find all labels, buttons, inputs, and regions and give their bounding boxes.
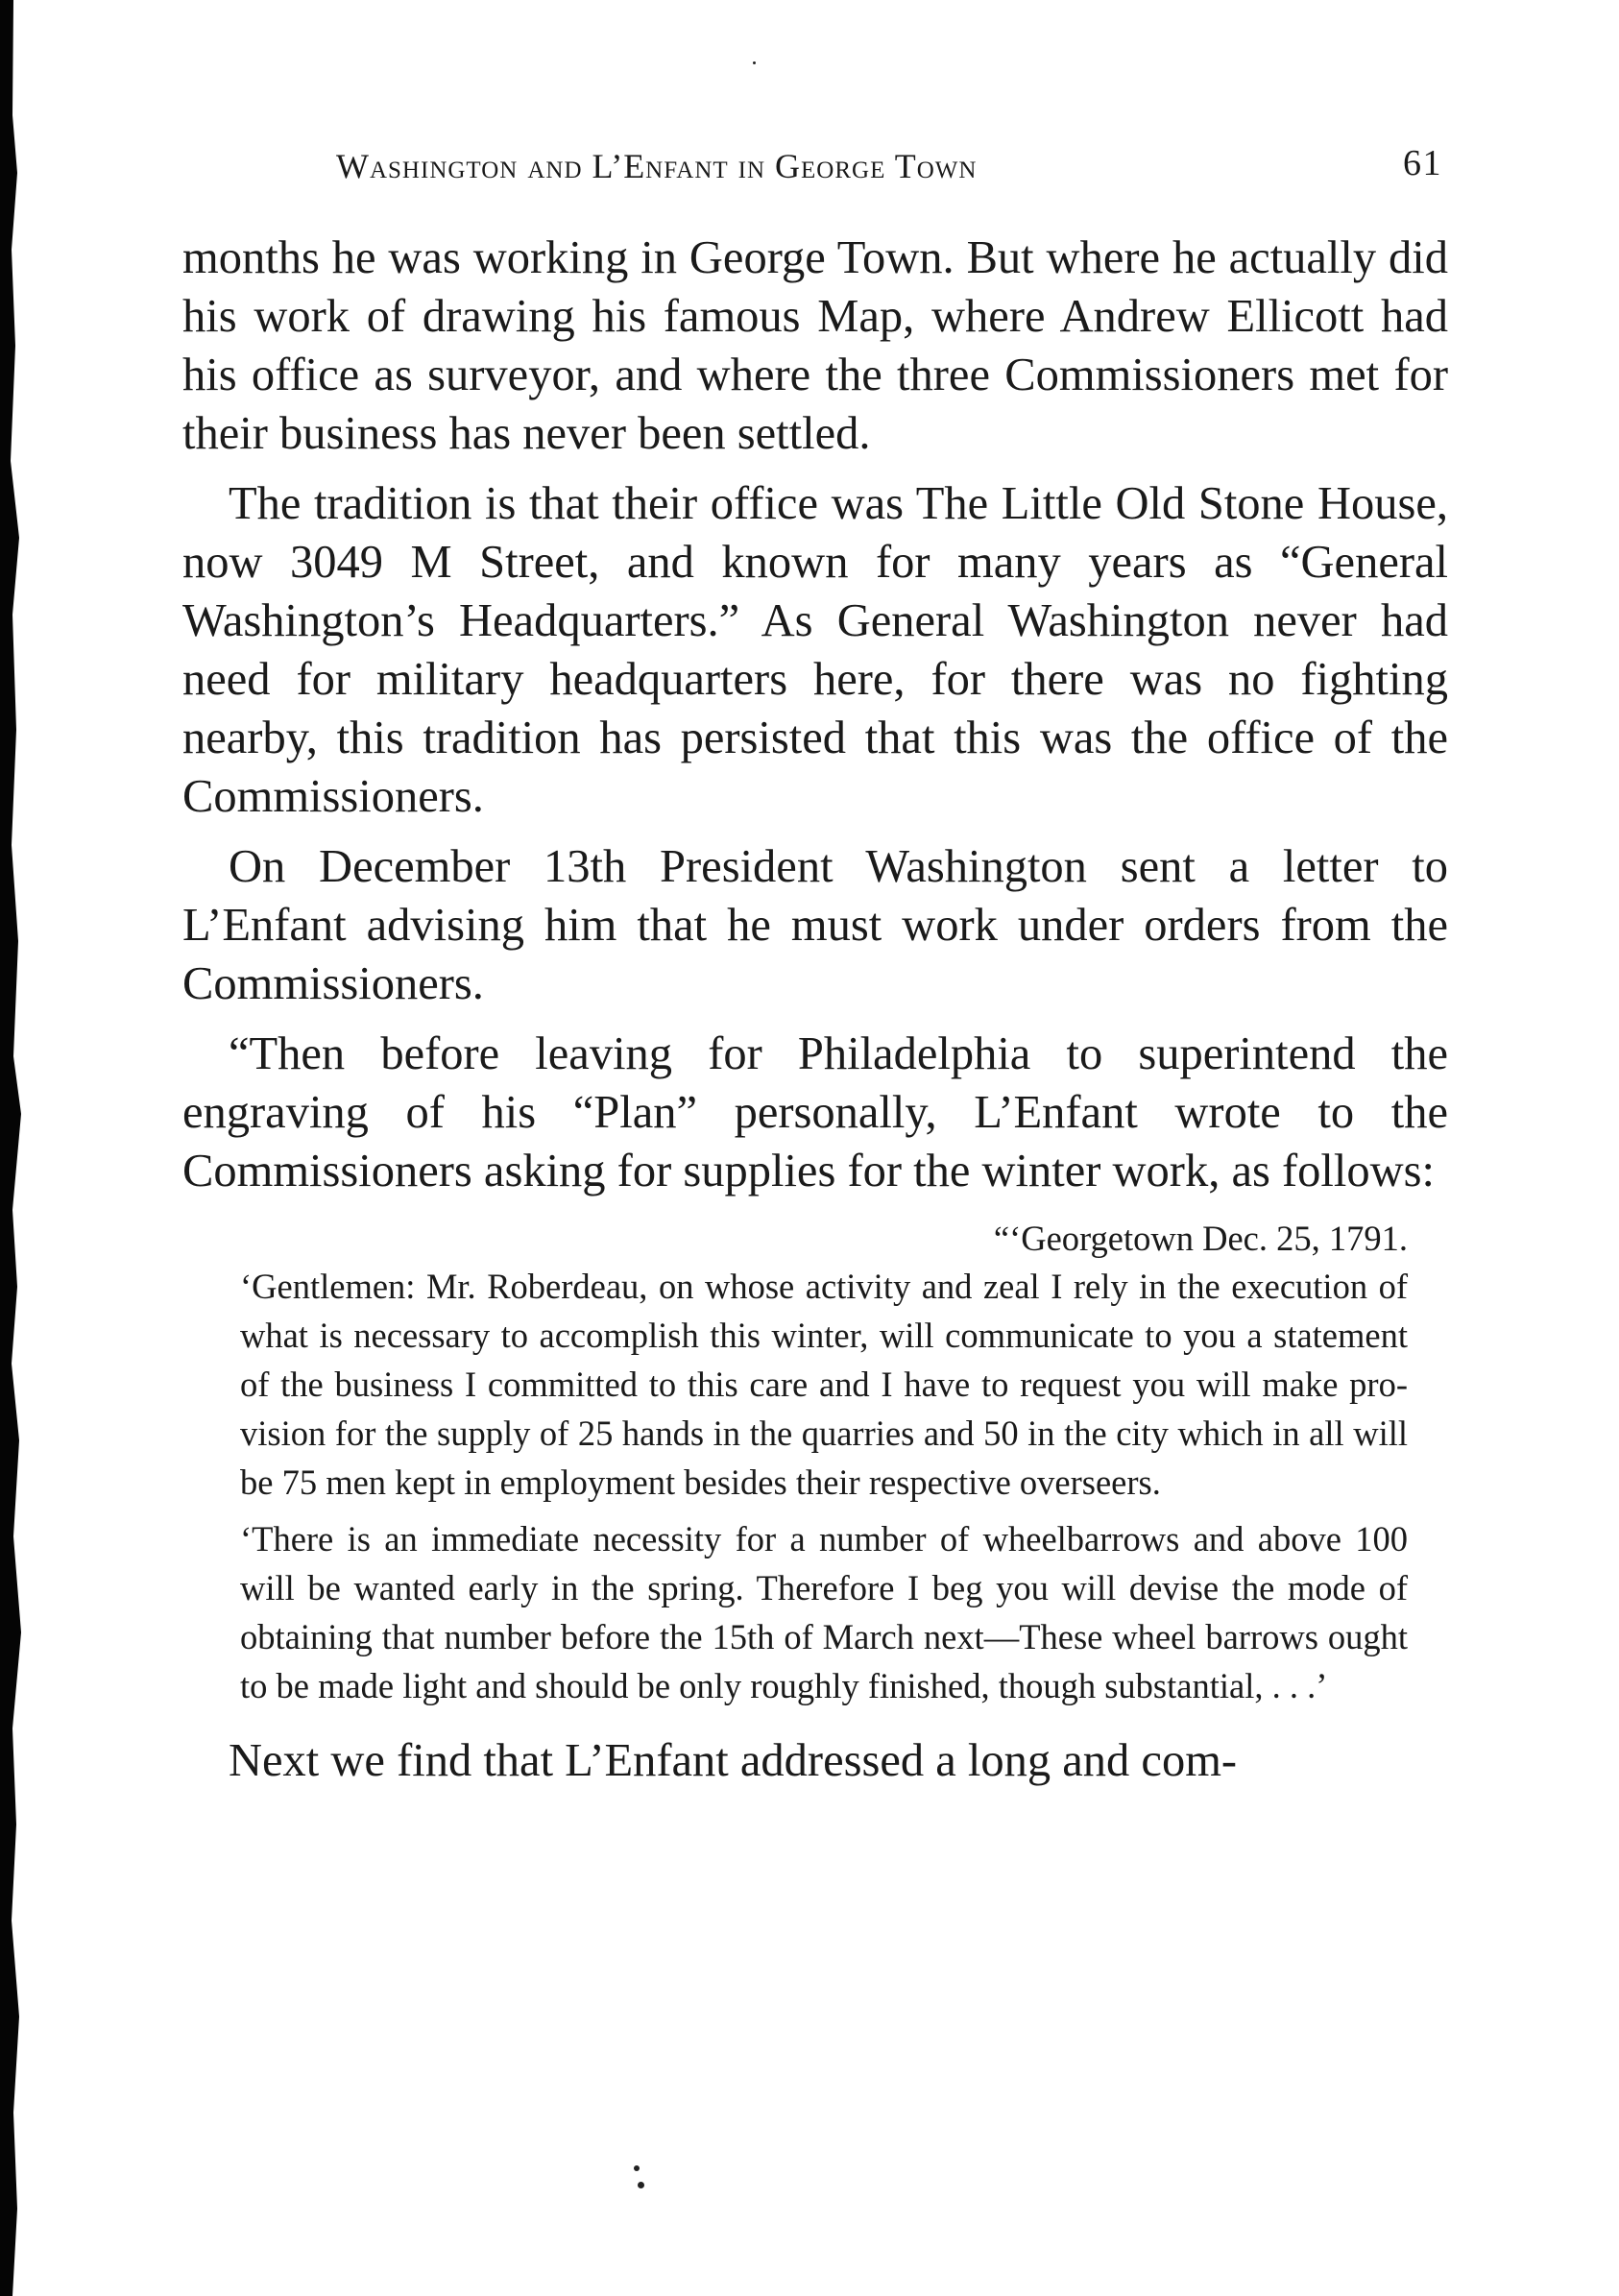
book-page bbox=[182, 134, 1448, 1801]
paragraph: The tradition is that their office was The Little Old Stone House, now 3049 M Street, and known for many years as “General Washington’s Headquarters.” As General Washington never had need for military headquarters here, for there was no fighting nearby, this tradition has persisted that this was the office of the Commissioners. bbox=[182, 478, 1448, 822]
letter-paragraph: ‘There is an immediate necessity for a number of wheelbarrows and above 100 will be wanted early in the spring. Therefore I beg you will devise the mode of obtaining that number before the 15th of March next—These wheel barrows ought to be made light and should be only roughly finished, though substantial, . . .’ bbox=[240, 1519, 1408, 1705]
page-number: 61 bbox=[1403, 143, 1442, 183]
letter-dateline: “‘Georgetown Dec. 25, 1791. bbox=[993, 1219, 1408, 1258]
paragraph: On December 13th President Washington sent a letter to L’Enfant advising him that he must work under orders from the Commissioners. bbox=[182, 841, 1448, 1009]
scan-binding-shadow bbox=[0, 0, 38, 2296]
paragraph: months he was working in George Town. But where he actually did his work of drawing his famous Map, where Andrew Ellicott had his office as surveyor, and where the three Commissioners met for their business has never been settled. bbox=[182, 232, 1448, 459]
letter-quotation bbox=[182, 1216, 1448, 1710]
body-text bbox=[182, 229, 1448, 1790]
scan-speck bbox=[753, 61, 756, 64]
paragraph: “Then before leaving for Philadelphia to superintend the engraving of his “Plan” personally, L’Enfant wrote to the Commissioners asking for supplies for the winter work, as follows: bbox=[182, 1028, 1448, 1196]
letter-paragraph: ‘Gentlemen: Mr. Roberdeau, on whose activity and zeal I rely in the execution of what is necessary to accomplish this winter, will communicate to you a statement of the business I committed to this care and I have to request you will make provision for the supply of 25 hands in the quarries and 50 in the city which in all will be 75 men kept in employment besides their respective overseers. bbox=[240, 1267, 1408, 1502]
running-head bbox=[182, 134, 1448, 192]
closing-paragraph: Next we find that L’Enfant addressed a long and com- bbox=[229, 1735, 1238, 1786]
scan-speck bbox=[638, 2182, 644, 2188]
scan-speck bbox=[634, 2165, 640, 2171]
running-title: Washington and L’Enfant in George Town bbox=[336, 147, 978, 185]
